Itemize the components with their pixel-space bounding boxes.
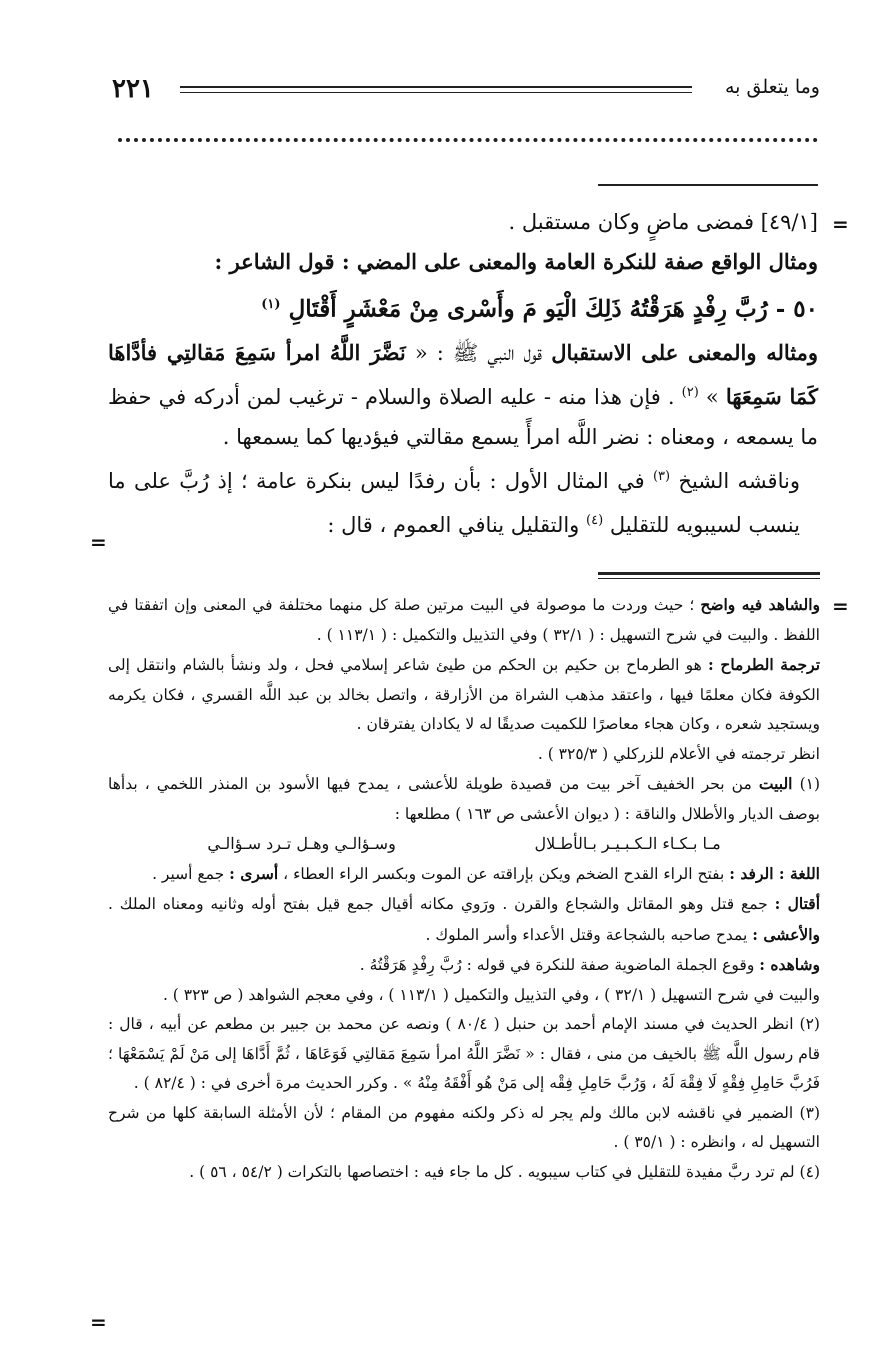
text-span: قول النبي ﷺ : « bbox=[414, 340, 543, 365]
footnote: (٤) لم ترد ربَّ مفيدة للتقليل في كتاب سيبويه . كل ما جاء فيه : اختصاصها بالتكرات ( ٥٤/٢ ، ٥٦ ) . bbox=[189, 1162, 820, 1181]
main-text bbox=[108, 202, 818, 545]
footnote-text: من بحر الخفيف آخر بيت من قصيدة طويلة للأعشى ، يمدح فيها الأسود بن المنذر اللخمي ، بدأها بوصف الديار والأطلال والناقة : ( ديوان الأعشى ص ١٦٣ ) مطلعها : bbox=[108, 775, 820, 823]
continuation-mark: = bbox=[90, 530, 107, 554]
continuation-mark: = bbox=[90, 1310, 107, 1334]
footnote bbox=[108, 769, 820, 829]
footnote: (٢) انظر الحديث في مسند الإمام أحمد بن حنبل ( ٨٠/٤ ) ونصه عن محمد بن جبير بن مطعم عن أبيه ، قال : قام رسول اللَّه ﷺ بالخيف من منى ، فقال : « نَضَّرَ اللَّهُ امرأ سَمِعَ مَقالتِي فَوَعَاهَا ، ثُمَّ أَدَّاهَا إلى مَنْ لَمْ يَسْمَعْهَا ؛ فَرُبَّ حَامِلِ فِقْهٍ لَا فِقْهَ لَهُ ، وَرُبَّ حَامِلِ فِقْه إلى مَنْ هُو أَفْقَهُ مِنْهُ » . وكرر الحديث مرة أخرى في : ( ٨٢/٤ ) . bbox=[108, 1015, 820, 1092]
main-paragraph bbox=[108, 333, 818, 457]
footnote-text: جمع قتل وهو المقاتل والشجاع والقرن . ورَوي مكانه أقيال جمع قيل بفتح أوله وثانيه ومعناه الملك . bbox=[108, 895, 768, 913]
footnote-bold: أقتال : bbox=[774, 894, 820, 913]
footnote-rule-thin bbox=[598, 578, 820, 579]
verse-text: ٥٠ - رُبَّ رِفْدٍ هَرَقْتُهُ ذَلِكَ الْيَو مَ وأَسْرى مِنْ مَعْشَرٍ أَقْتَالِ bbox=[288, 295, 818, 323]
dotted-separator bbox=[118, 138, 818, 142]
footnote bbox=[108, 950, 820, 981]
continuation-mark: = bbox=[832, 212, 849, 236]
footnote-bold: البيت bbox=[758, 774, 793, 793]
footnote-bold: ترجمة الطرماح : bbox=[707, 655, 821, 674]
poem-hemistich: مـا بـكـاء الـكـبـيـر بـالأطـلال bbox=[534, 834, 721, 853]
main-paragraph: [٤٩/١] فمضى ماضٍ وكان مستقبل . bbox=[508, 210, 818, 234]
text-span: . فإن هذا منه - عليه الصلاة والسلام - ترغيب لمن أدركه في حفظ ما يسمعه ، ومعناه : نضر اللَّه امرأً يسمع مقالتي فيؤديها كما يسمعها . bbox=[108, 384, 818, 449]
bold-phrase: ومثاله والمعنى على الاستقبال bbox=[551, 339, 818, 365]
poetry-verse bbox=[108, 282, 818, 333]
footnote-ref: (٢) bbox=[681, 384, 699, 400]
footnote-bold: وشاهده : bbox=[759, 955, 820, 974]
section-rule bbox=[598, 184, 818, 186]
text-span: في المثال الأول : بأن رفدًا ليس بنكرة عامة ؛ إذ رُبَّ على ما ينسب لسيبويه للتقليل bbox=[108, 468, 800, 537]
footnote bbox=[108, 889, 820, 950]
footnote bbox=[108, 859, 820, 890]
footnotes bbox=[108, 590, 820, 1187]
main-paragraph: ومثال الواقع صفة للنكرة العامة والمعنى على المضي : قول الشاعر : bbox=[214, 249, 818, 274]
page-number: ٢٢١ bbox=[112, 74, 154, 104]
text-span: وناقشه الشيخ bbox=[678, 468, 800, 493]
footnote-ref: (١) bbox=[261, 297, 281, 312]
text-span: » bbox=[705, 384, 719, 409]
footnote-bold: والأعشى : bbox=[752, 924, 820, 944]
footnote-number: (١) bbox=[799, 775, 821, 793]
footnote-text: جمع أسير . bbox=[152, 864, 225, 883]
footnote-ref: (٣) bbox=[652, 468, 671, 484]
footnote-ref: (٤) bbox=[586, 512, 604, 528]
running-title: وما يتعلق به bbox=[724, 76, 820, 98]
footnote: والبيت في شرح التسهيل ( ٣٢/١ ) ، وفي التذييل والتكميل ( ١١٣/١ ) ، وفي معجم الشواهد ( ص ٣٢٣ ) . bbox=[162, 985, 820, 1004]
continuation-mark: = bbox=[832, 594, 849, 618]
footnote: انظر ترجمته في الأعلام للزركلي ( ٣٢٥/٣ ) . bbox=[537, 744, 820, 763]
text-span: والتقليل ينافي العموم ، قال : bbox=[327, 512, 580, 537]
footnote-text: يمدح صاحبه بالشجاعة وقتل الأعداء وأسر الملوك . bbox=[425, 925, 748, 944]
header-rule-thin bbox=[180, 92, 692, 93]
footnote: (٣) الضمير في ناقشه لابن مالك ولم يجر له ذكر ولكنه مفهوم من المقام ؛ لأن الأمثلة السابقة كلها من شرح التسهيل له ، وانظره : ( ٣٥/١ ) . bbox=[108, 1103, 820, 1151]
footnote-rule bbox=[598, 572, 820, 575]
footnote-text: ؛ حيث وردت ما موصولة في البيت مرتين صلة كل منهما مختلفة في المعنى وإن اتفقتا في اللفظ . والبيت في شرح التسهيل : ( ٣٢/١ ) وفي التذييل والتكميل : ( ١١٣/١ ) . bbox=[108, 596, 820, 644]
footnote bbox=[108, 590, 820, 650]
hadith-text: نَضَّرَ اللَّهُ امرأ سَمِعَ مَقالتِي فأدَّاهَا كَمَا سَمِعَهَا bbox=[108, 339, 818, 409]
page-header bbox=[100, 68, 820, 108]
poem-line bbox=[108, 829, 820, 859]
footnote-text: بفتح الراء القدح الضخم ويكن بإراقته عن الموت وبكسر الراء العطاء ، bbox=[283, 864, 725, 883]
footnote-bold: والشاهد فيه واضح bbox=[700, 595, 820, 614]
footnote-text: وقوع الجملة الماضوية صفة للنكرة في قوله : رُبَّ رِفْدٍ هَرَقْتُهُ . bbox=[359, 956, 755, 974]
footnote-bold: اللغة : الرفد : bbox=[729, 863, 820, 883]
main-paragraph bbox=[108, 457, 818, 545]
footnote-text: هو الطرماح بن حكيم بن الحكم من طيئ شاعر إسلامي فحل ، ولد ونشأ بالشام وانتقل إلى الكوفة فكان معلمًا فيها ، واعتقد مذهب الشراة من الأزارقة ، واتصل بخالد بن عبد اللَّه القسري ، فكان يكرمه ويستجيد شعره ، وكان هجاء معاصرًا للكميت صديقًا له لا يكادان يفترقان . bbox=[108, 656, 820, 733]
footnote bbox=[108, 650, 820, 740]
footnote-bold: أسرى : bbox=[229, 863, 279, 883]
poem-hemistich: وسـؤالـي وهـل تـرد سـؤالـي bbox=[207, 834, 396, 853]
header-rule bbox=[180, 86, 692, 88]
